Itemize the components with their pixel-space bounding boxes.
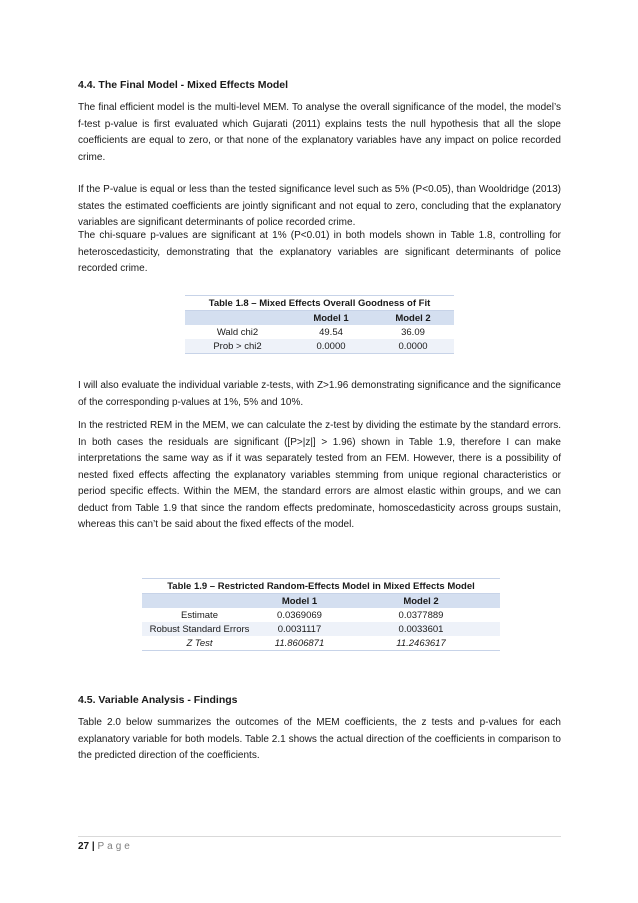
- table-row: [142, 622, 500, 636]
- table-row: [185, 339, 454, 354]
- section-heading-4-4: 4.4. The Final Model - Mixed Effects Model: [78, 79, 289, 91]
- table-cell: 36.09: [401, 326, 425, 338]
- table-cell: 11.8606871: [257, 636, 342, 651]
- paragraph: Table 2.0 below summarizes the outcomes of the MEM coefficients, the z tests and p-values for each explanatory variable for both models. Table 2.1 shows the actual direction of the coefficients in comparison to the predicted direction of the coefficients.: [78, 717, 561, 761]
- table-caption: Table 1.8 – Mixed Effects Overall Goodness of Fit: [185, 296, 454, 311]
- table-cell: 0.0031117: [257, 622, 342, 636]
- table-header-cell: Model 2: [372, 311, 454, 326]
- page-number: 27: [78, 841, 90, 852]
- table-cell: Wald chi2: [216, 326, 259, 338]
- goodness-of-fit-table: [185, 295, 454, 354]
- table-cell: 0.0000: [372, 339, 454, 354]
- table-cell: 0.0000: [290, 339, 372, 354]
- paragraph: The final efficient model is the multi-level MEM. To analyse the overall significance of the model, the model’s f-test p-value is first evaluated which Gujarati (2011) explains tests the null hypothesis that all the slope coefficients are equal to zero, or that none of the explanatory variables have any impact on police recorded crime.: [78, 102, 561, 163]
- random-effects-table: [142, 578, 500, 651]
- table-cell: 0.0377889: [398, 609, 444, 621]
- paragraph: I will also evaluate the individual variable z-tests, with Z>1.96 demonstrating significance and the significance of the corresponding p-values at 1%, 5% and 10%.: [78, 380, 561, 408]
- footer-separator: |: [89, 841, 98, 852]
- table-caption: Table 1.9 – Restricted Random-Effects Model in Mixed Effects Model: [142, 579, 500, 594]
- paragraph: In the restricted REM in the MEM, we can calculate the z-test by dividing the estimate by the standard errors. In both cases the residuals are significant ([P>|z|] > 1.96) shown in Table 1.9, therefore I can make interpretations the same way as if it was separately tested from an FEM. However, there is a possibility of nested fixed effects affecting the explanatory variables stemming from unique regional characteristics or period specific effects. Within the MEM, the standard errors are almost elastic within groups, and we can deduct from Table 1.9 that since the random effects predominate, homoscedasticity across groups sustain, whereas this can’t be said about the fixed effects of the model.: [78, 420, 561, 530]
- table-header-cell: [185, 311, 290, 326]
- table-header-cell: Model 1: [290, 311, 372, 326]
- page-footer: [78, 841, 133, 852]
- table-cell: Prob > chi2: [185, 339, 290, 354]
- table-cell: 0.0033601: [342, 622, 500, 636]
- table-cell: Estimate: [181, 609, 218, 621]
- section-heading-4-5: 4.5. Variable Analysis - Findings: [78, 694, 238, 706]
- footer-divider: [78, 836, 561, 837]
- table-row: [142, 608, 500, 622]
- page-label: Page: [97, 841, 133, 852]
- table-row: [142, 636, 500, 651]
- table-cell: 11.2463617: [342, 636, 500, 651]
- paragraph: The chi-square p-values are significant at 1% (P<0.01) in both models shown in Table 1.8, controlling for heteroscedasticity, demonstrating that the explanatory variables are significant determinants of police recorded crime.: [78, 230, 561, 274]
- table-cell: Robust Standard Errors: [142, 622, 257, 636]
- table-cell: Z Test: [142, 636, 257, 651]
- table-cell: 0.0369069: [277, 609, 322, 621]
- table-header-cell: Model 1: [257, 594, 342, 609]
- paragraph: If the P-value is equal or less than the tested significance level such as 5% (P<0.05), than Wooldridge (2013) states the estimated coefficients are jointly significant and not equal to zero, concluding that the explanatory variables are significant determinants of police recorded crime.: [78, 184, 561, 228]
- table-row: [185, 325, 454, 339]
- table-cell: 49.54: [319, 326, 343, 338]
- table-header-cell: Model 2: [342, 594, 500, 609]
- table-header-cell: [142, 594, 257, 609]
